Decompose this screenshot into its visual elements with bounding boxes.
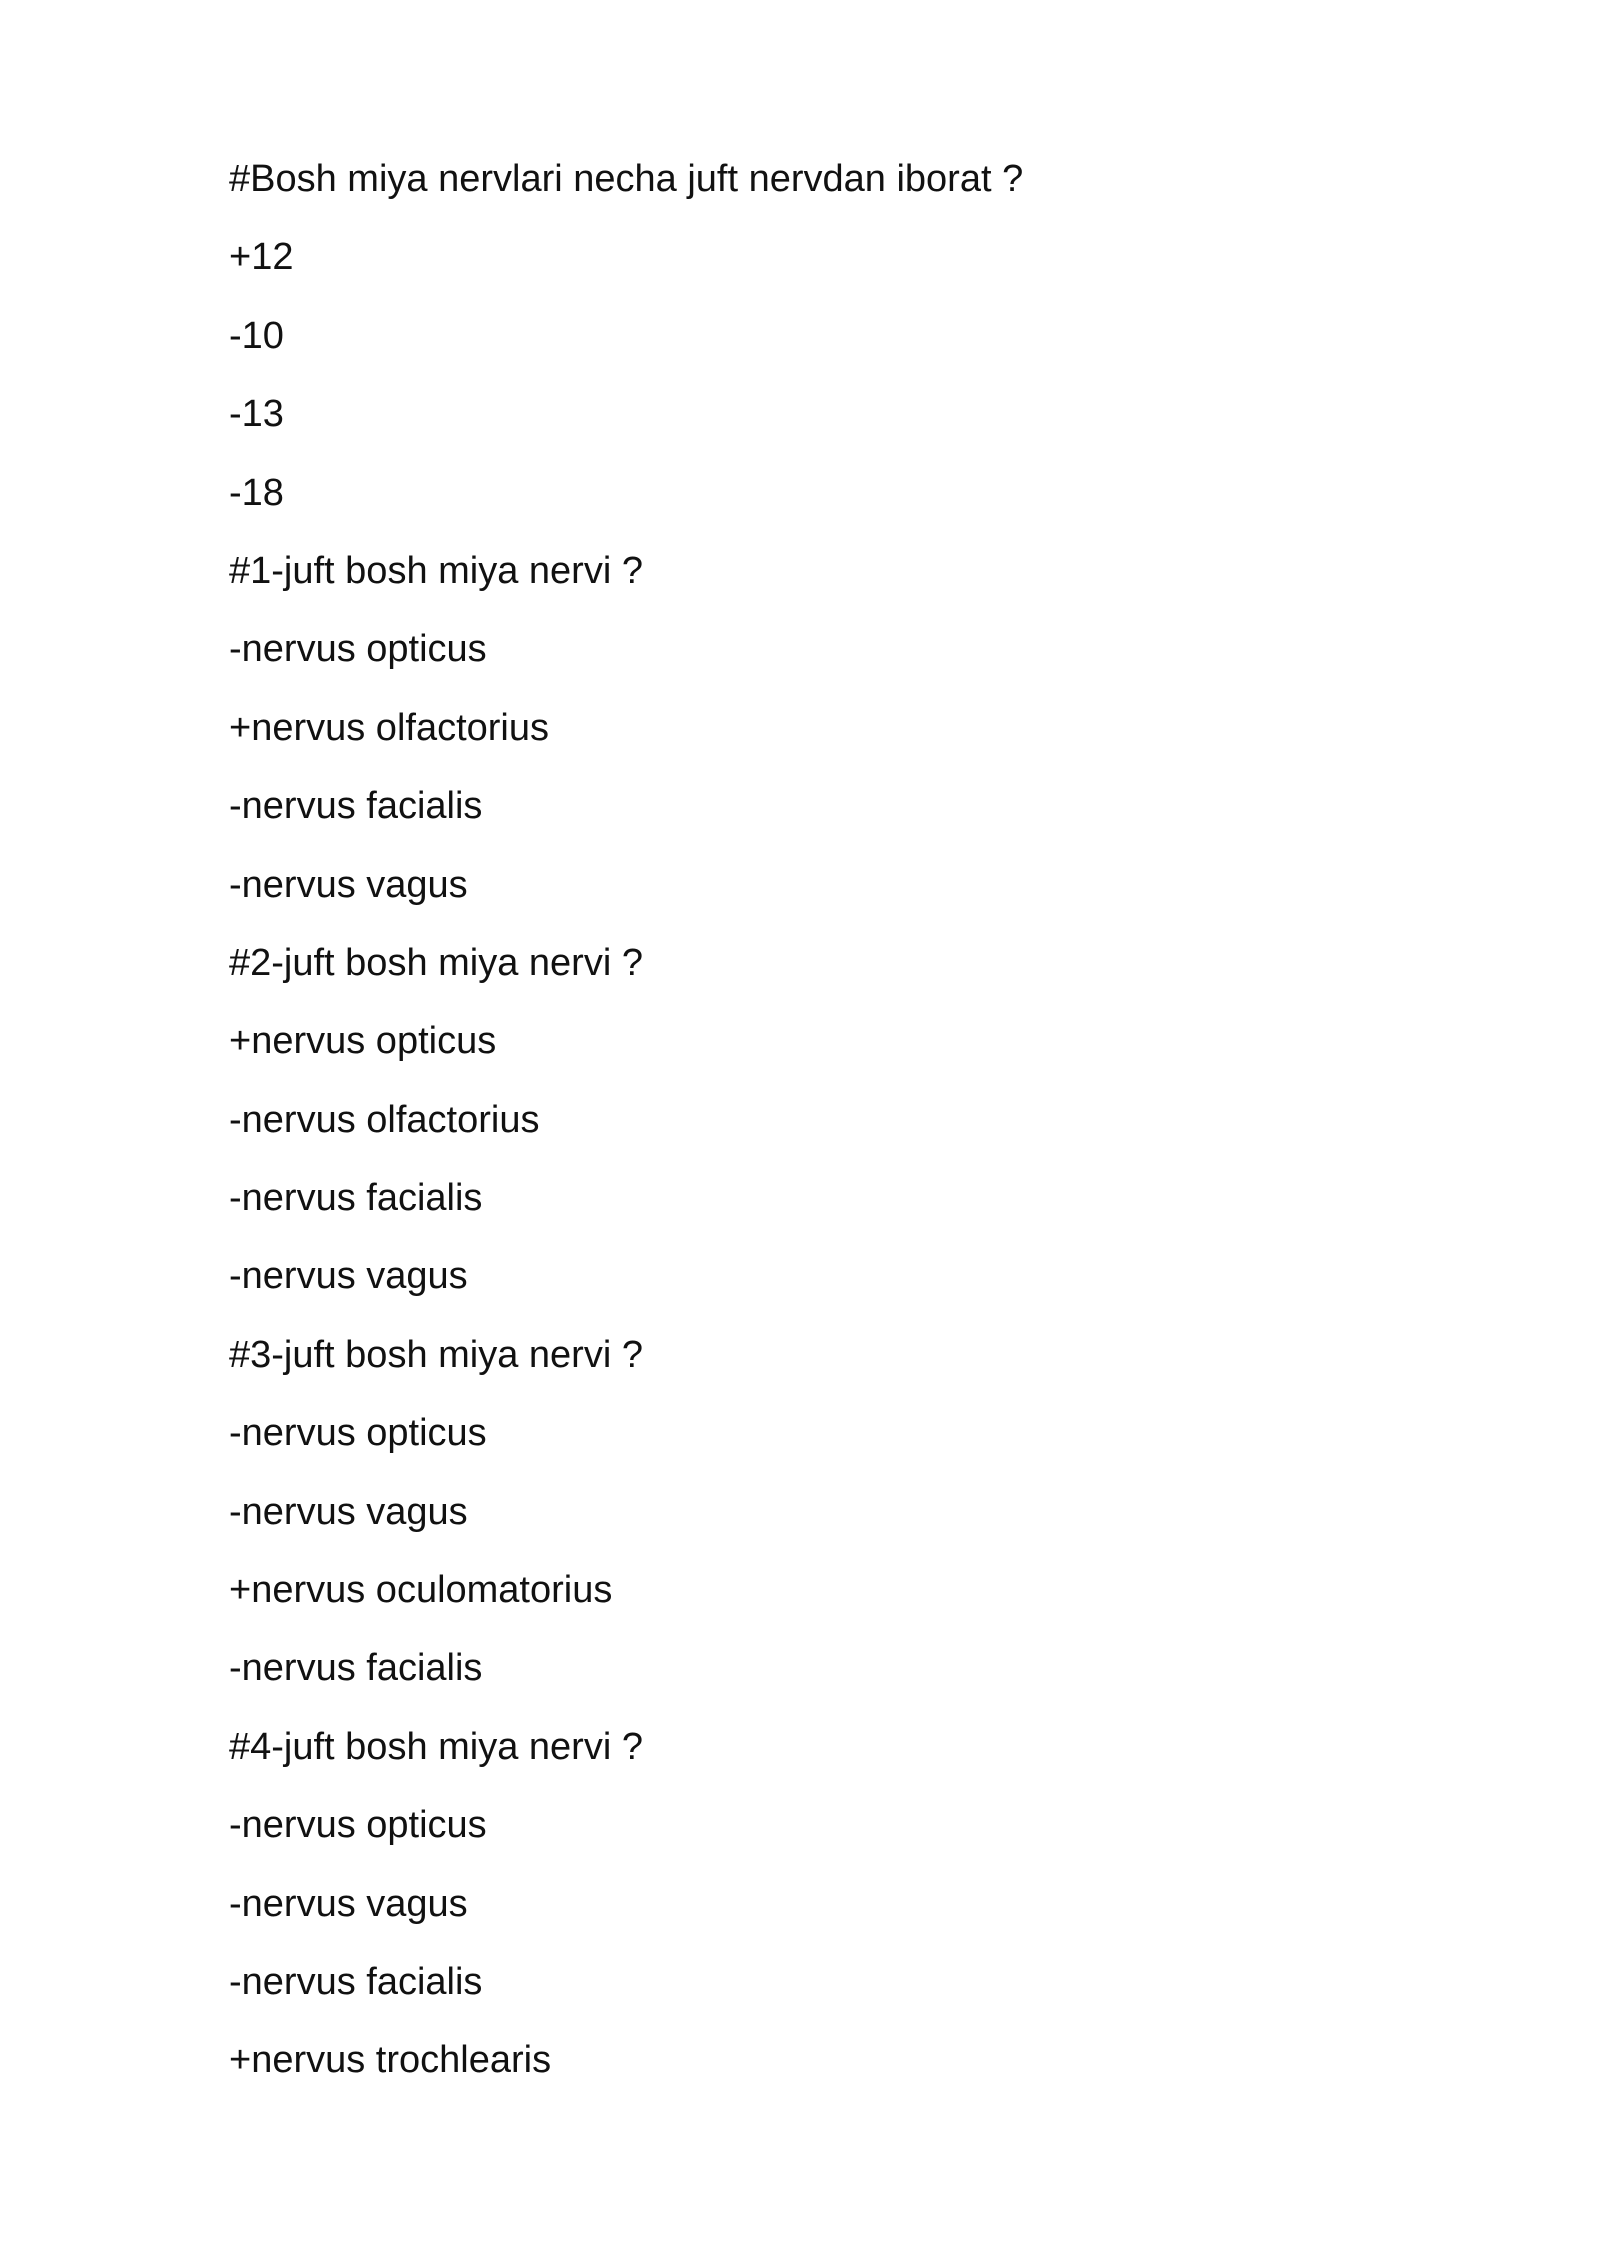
question-3: #2-juft bosh miya nervi ?	[229, 941, 643, 984]
question-3-option-d: -nervus vagus	[229, 1255, 468, 1298]
question-3-option-c: -nervus facialis	[229, 1177, 483, 1220]
question-5-option-d: +nervus trochlearis	[229, 2039, 552, 2082]
question-4-option-a: -nervus opticus	[229, 1412, 487, 1455]
question-2-option-b: +nervus olfactorius	[229, 706, 549, 749]
question-5: #4-juft bosh miya nervi ?	[229, 1725, 643, 1768]
question-1: #Bosh miya nervlari necha juft nervdan iborat ?	[229, 158, 1024, 200]
question-2-option-a: -nervus opticus	[229, 628, 487, 671]
question-3-option-a: +nervus opticus	[229, 1020, 497, 1063]
question-5-option-c: -nervus facialis	[229, 1960, 483, 2003]
question-4: #3-juft bosh miya nervi ?	[229, 1333, 643, 1376]
question-1-option-b: -10	[229, 314, 284, 357]
question-3-option-b: -nervus olfactorius	[229, 1098, 540, 1141]
question-2-option-d: -nervus vagus	[229, 863, 468, 906]
question-5-option-a: -nervus opticus	[229, 1804, 487, 1847]
document-body	[229, 150, 1429, 2110]
question-4-option-b: -nervus vagus	[229, 1490, 468, 1533]
question-2-option-c: -nervus facialis	[229, 785, 483, 828]
question-1-option-d: -18	[229, 471, 284, 514]
question-5-option-b: -nervus vagus	[229, 1882, 468, 1925]
question-4-option-c: +nervus oculomatorius	[229, 1569, 613, 1612]
question-1-option-c: -13	[229, 393, 284, 436]
question-1-option-a: +12	[229, 236, 294, 279]
question-2: #1-juft bosh miya nervi ?	[229, 549, 643, 592]
question-4-option-d: -nervus facialis	[229, 1647, 483, 1690]
